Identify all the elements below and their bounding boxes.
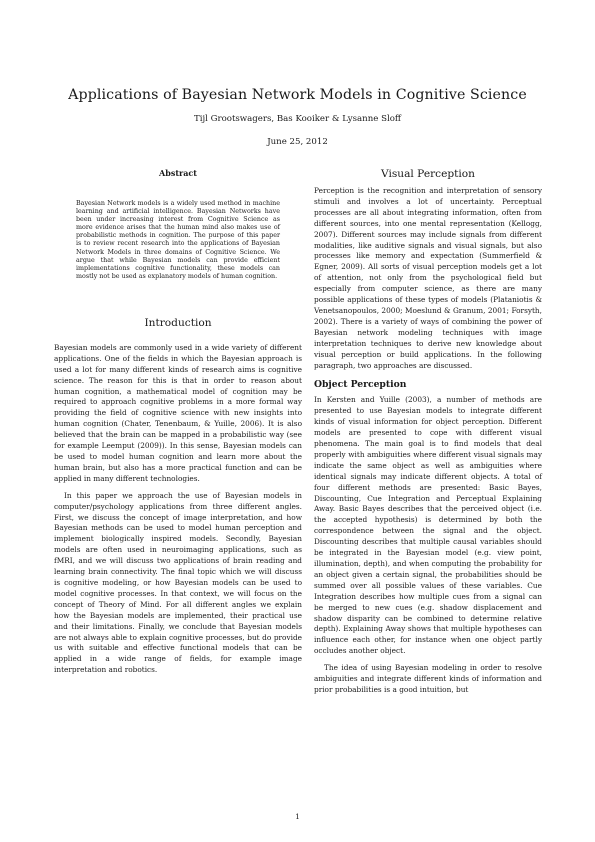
visual-perception-heading: Visual Perception	[381, 168, 475, 180]
introduction-heading: Introduction	[144, 316, 212, 329]
visual-perception-paragraph: Perception is the recognition and interpretation of sensory stimuli and involves a lot of uncertainty. Perceptual processes are all about integrating information, often from different sources, into one mental representation (Kellogg, 2007). Different sources may include signals from different modalities, like auditive signals and visual signals, but also processes like memory and expectation (Summerfield & Egner, 2009). All sorts of visual perception models get a lot of attention, not only from the psychological field but especially from computer science, as there are many possible applications of these types of models (Plataniotis & Venetsanopoulos, 2000; Moeslund & Granum, 2001; Forsyth, 2002). There is a variety of ways of combining the power of Bayesian network modeling techniques with image interpretation techniques to derive new knowledge about visual perception or build applications. In the following paragraph, two approaches are discussed.	[314, 186, 542, 370]
object-perception-paragraph-2: The idea of using Bayesian modeling in order to resolve ambiguities and integrate different kinds of information and prior probabilities is a good intuition, but	[314, 663, 542, 694]
page-number: 1	[295, 812, 300, 821]
introduction-paragraph-2: In this paper we approach the use of Bayesian models in computer/psychology applications from three different angles. First, we discuss the concept of image interpretation, and how Bayesian methods can be used to model human perception and implement biologically inspired models. Secondly, Bayesian models are often used in neuroimaging applications, such as fMRI, and we will discuss two applications of brain reading and learning brain connectivity. The final topic which we will discuss is cognitive modeling, or how Bayesian models can be used to model cognitive processes. In that context, we will focus on the concept of Theory of Mind. For all different angles we explain how the Bayesian models are implemented, their practical use and their limitations. Finally, we conclude that Bayesian models are not always able to explain cognitive processes, but do provide us with suitable and effective functional models that can be applied in a wide range of fields, for example image interpretation and robotics.	[54, 490, 302, 675]
introduction-paragraph-1: Bayesian models are commonly used in a wide variety of different applications. One of the fields in which the Bayesian approach is used a lot for many different kinds of research aims is cognitive science. The reason for this is that in order to reason about human cognition, a mathematical model of cognition may be required to approach cognitive problems in a more formal way providing the field of cognitive science with new insights into human cognition (Chater, Tenenbaum, & Yuille, 2006). It is also believed that the brain can be mapped in a probabilistic way (see for example Leemput (2009)). In this sense, Bayesian models can be used to model human cognition and learn more about the human brain, but also has a more practical function and can be applied in many different technologies.	[54, 342, 302, 483]
right-column	[314, 168, 542, 696]
left-column	[54, 168, 302, 676]
abstract-heading: Abstract	[159, 168, 197, 178]
paper-date: June 25, 2012	[267, 137, 328, 147]
abstract-text: Bayesian Network models is a widely used method in machine learning and artificial intelligence. Bayesian Networks have been under increasing interest from Cognitive Science as more evidence arises that the human mind also makes use of probabilistic methods in cognition. The purpose of this paper is to review recent research into the applications of Bayesian Network Models in three domains of Cognitive Science. We argue that while Bayesian models can provide efficient implementations cognitive functionality, these models can mostly not be used as explanatory models of human cognition.	[76, 200, 280, 280]
object-perception-paragraph-1: In Kersten and Yuille (2003), a number of methods are presented to use Bayesian models to integrate different kinds of visual information for object perception. Different models are presented to cope with different visual phenomena. The main goal is to find models that deal properly with ambiguities where different visual signals may indicate the same object as well as ambiguities where identical signals may indicate different objects. A total of four different methods are presented: Basic Bayes, Discounting, Cue Integration and Perceptual Explaining Away. Basic Bayes describes that the perceived object (i.e. the accepted hypothesis) is determined by both the correspondence between the signal and the object. Discounting describes that multiple causal variables should be integrated in the Bayesian model (e.g. view point, illumination, depth), and when computing the probability for an object given a certain signal, the probabilities should be summed over all possible values of these variables. Cue Integration describes how multiple cues from a signal can be merged to new cues (e.g. shadow displacement and shadow disparity can be combined to determine relative depth). Explaining Away shows that multiple hypotheses can influence each other, for instance when one object partly occludes another object.	[314, 395, 542, 656]
paper-authors: Tijl Grootswagers, Bas Kooiker & Lysanne Sloff	[194, 114, 401, 124]
object-perception-heading: Object Perception	[314, 379, 407, 391]
paper-title: Applications of Bayesian Network Models in Cognitive Science	[68, 87, 527, 103]
